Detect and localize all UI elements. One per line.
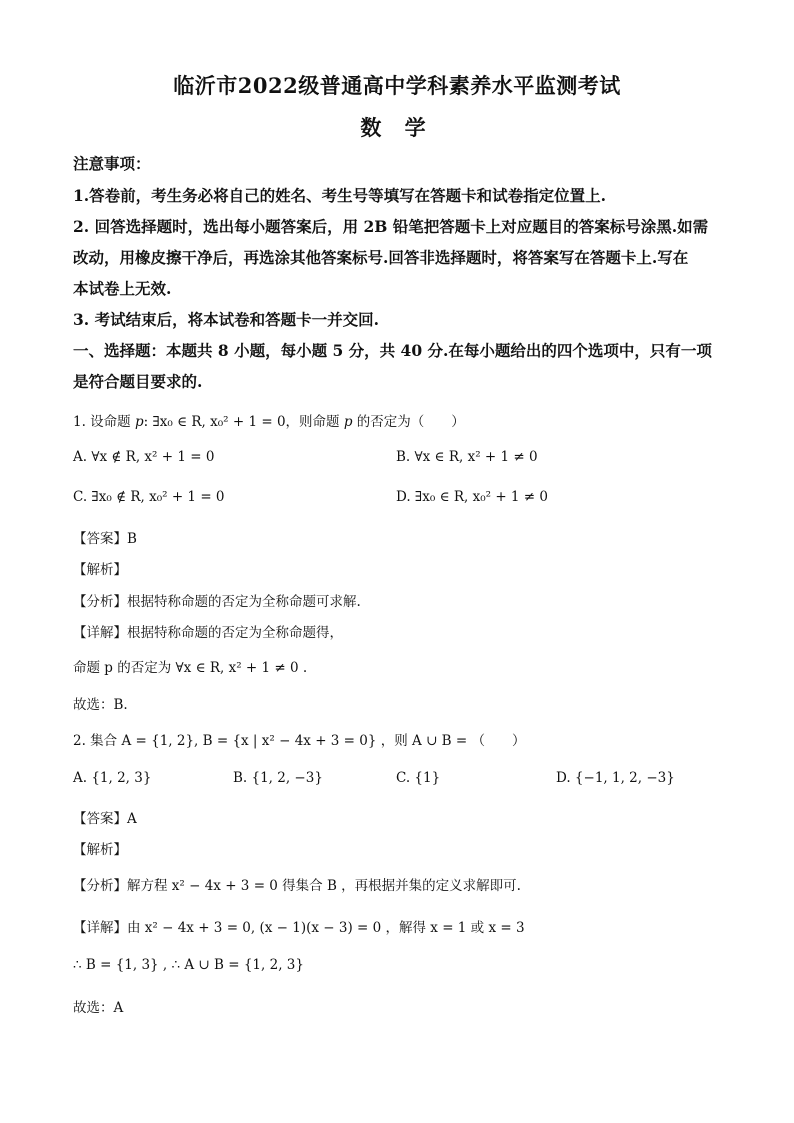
question-1-xiangjie: 【详解】根据特称命题的否定为全称命题得， bbox=[73, 625, 343, 641]
subject-title: 数 学 bbox=[360, 115, 434, 140]
notice-item-1: 1.答卷前，考生务必将自己的姓名、考生号等填写在答题卡和试卷指定位置上. bbox=[73, 186, 607, 205]
question-1-prefix: 1. 设命题 bbox=[73, 414, 131, 430]
question-2-answer: 【答案】A bbox=[73, 811, 137, 827]
question-1-analysis-label: 【解析】 bbox=[73, 562, 127, 578]
question-2-therefore: ∴ B = {1, 3} , ∴ A ∪ B = {1, 2, 3} bbox=[73, 957, 304, 973]
question-1-p-definition: : ∃x₀ ∈ R, x₀² + 1 = 0 bbox=[143, 414, 286, 430]
question-2-fenxi: 【分析】解方程 x² − 4x + 3 = 0 得集合 B ，再根据并集的定义求解即可. bbox=[73, 878, 521, 894]
exam-title: 临沂市2022级普通高中学科素养水平监测考试 bbox=[173, 73, 621, 98]
question-2-option-a: A. {1, 2, 3} bbox=[73, 770, 152, 786]
notice-item-2-line-3: 本试卷上无效. bbox=[73, 279, 172, 298]
question-2-stem: 2. 集合 A = {1, 2}, B = {x | x² − 4x + 3 = 0} ，则 A ∪ B = （ ） bbox=[73, 733, 526, 749]
question-1-fenxi: 【分析】根据特称命题的否定为全称命题可求解. bbox=[73, 594, 361, 610]
question-1-answer: 【答案】B bbox=[73, 531, 137, 547]
question-1-mid: ，则命题 bbox=[285, 414, 340, 430]
section-1-heading-line-1: 一、选择题：本题共 8 小题，每小题 5 分，共 40 分.在每小题给出的四个选项中，只有一项 bbox=[73, 341, 712, 360]
question-1-option-a: A. ∀x ∉ R, x² + 1 = 0 bbox=[73, 449, 215, 465]
notice-item-2-line-1: 2. 回答选择题时，选出每小题答案后，用 2B 铅笔把答题卡上对应题目的答案标号涂黑.如需 bbox=[73, 217, 709, 236]
notice-item-2-line-2: 改动，用橡皮擦干净后，再选涂其他答案标号.回答非选择题时，将答案写在答题卡上.写在 bbox=[73, 248, 689, 267]
question-1-stem bbox=[73, 410, 733, 430]
question-2-option-b: B. {1, 2, −3} bbox=[233, 770, 323, 786]
question-1-option-d: D. ∃x₀ ∈ R, x₀² + 1 ≠ 0 bbox=[396, 489, 549, 505]
question-1-option-c: C. ∃x₀ ∉ R, x₀² + 1 = 0 bbox=[73, 489, 225, 505]
question-1-option-b: B. ∀x ∈ R, x² + 1 ≠ 0 bbox=[396, 449, 538, 465]
question-2-choice: 故选：A bbox=[73, 1000, 124, 1016]
notice-item-3: 3. 考试结束后，将本试卷和答题卡一并交回. bbox=[73, 310, 379, 329]
notice-heading: 注意事项： bbox=[73, 154, 151, 173]
question-1-p-variable-2: p bbox=[343, 414, 353, 430]
question-2-analysis-label: 【解析】 bbox=[73, 842, 127, 858]
question-2-option-c: C. {1} bbox=[396, 770, 441, 786]
question-2-option-d: D. {−1, 1, 2, −3} bbox=[556, 770, 675, 786]
question-1-negation: 命题 p 的否定为 ∀x ∈ R, x² + 1 ≠ 0 . bbox=[73, 660, 308, 676]
section-1-heading-line-2: 是符合题目要求的. bbox=[73, 372, 203, 391]
question-2-xiangjie: 【详解】由 x² − 4x + 3 = 0, (x − 1)(x − 3) = 0 ，解得 x = 1 或 x = 3 bbox=[73, 920, 525, 936]
question-1-choice: 故选：B. bbox=[73, 697, 128, 713]
question-1-suffix: 的否定为（ ） bbox=[356, 414, 465, 430]
question-1-p-variable: p bbox=[134, 414, 144, 430]
